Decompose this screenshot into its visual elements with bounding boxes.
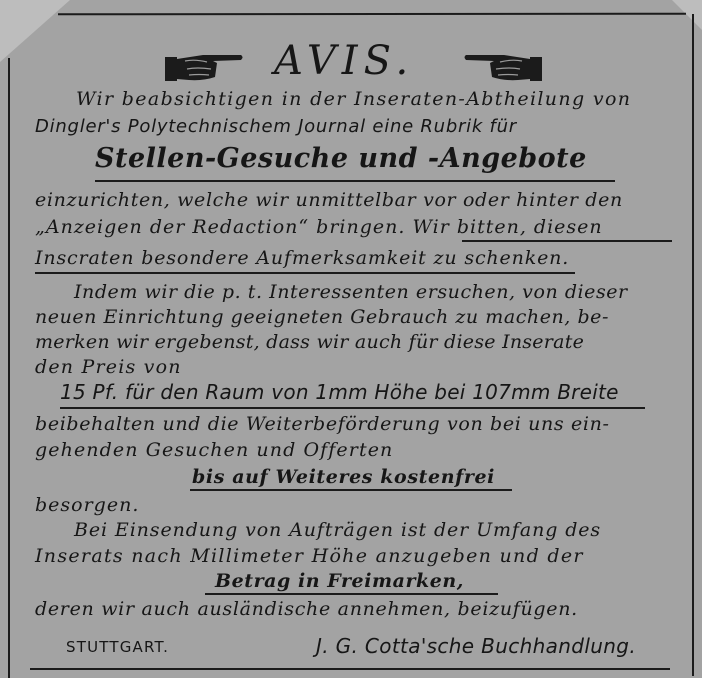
- frame-border-left: [8, 58, 10, 678]
- pointing-hand-right-icon: [163, 47, 245, 83]
- pointing-hand-left-icon: [460, 47, 544, 83]
- emphasis-text: Betrag in Freimarken,: [215, 570, 464, 592]
- page-title: AVIS.: [274, 38, 415, 84]
- section-heading: Stellen-Gesuche und -Angebote: [95, 143, 587, 174]
- text-line: Inscraten besondere Aufmerksamkeit zu schenken.: [35, 247, 570, 269]
- heading-underline: [95, 180, 615, 182]
- emphasis-text: bis auf Weiteres kostenfrei: [192, 466, 495, 488]
- text-line: den Preis von: [35, 356, 182, 378]
- text-underline: [35, 272, 575, 274]
- page-corner-fold: [0, 0, 70, 62]
- place-name: STUTTGART.: [66, 638, 170, 656]
- text-line: beibehalten und die Weiterbeförderung von bei uns ein-: [35, 413, 610, 435]
- text-line: merken wir ergebenst, dass wir auch für diese Inserate: [35, 331, 585, 353]
- text-line: Bei Einsendung von Aufträgen ist der Umfang des: [74, 519, 602, 541]
- text-line: Inserats nach Millimeter Höhe anzugeben und der: [35, 545, 584, 567]
- publisher-name: J. G. Cotta'sche Buchhandlung.: [316, 634, 637, 658]
- text-line: deren wir auch ausländische annehmen, beizufügen.: [35, 598, 578, 620]
- text-line: Indem wir die p. t. Interessenten ersuchen, von dieser: [74, 281, 628, 303]
- text-line: gehenden Gesuchen und Offerten: [35, 439, 394, 461]
- text-line: Dingler's Polytechnischem Journal eine Rubrik für: [35, 116, 517, 137]
- text-line: besorgen.: [35, 494, 140, 516]
- frame-border-right: [692, 14, 694, 676]
- price-underline: [60, 407, 645, 409]
- text-line: einzurichten, welche wir unmittelbar vor oder hinter den: [35, 189, 623, 211]
- price-line: 15 Pf. für den Raum von 1mm Höhe bei 107mm Breite: [60, 380, 619, 404]
- page-corner-fold-right: [672, 0, 702, 30]
- text-line: neuen Einrichtung geeigneten Gebrauch zu machen, be-: [35, 306, 609, 328]
- text-underline: [462, 240, 672, 242]
- text-line: „Anzeigen der Redaction“ bringen. Wir bitten, diesen: [35, 216, 603, 238]
- text-line: Wir beabsichtigen in der Inseraten-Abtheilung von: [76, 88, 632, 110]
- emphasis-underline: [190, 489, 512, 491]
- frame-border-bottom: [30, 668, 670, 670]
- frame-border-top: [58, 13, 686, 16]
- emphasis-underline: [205, 593, 498, 595]
